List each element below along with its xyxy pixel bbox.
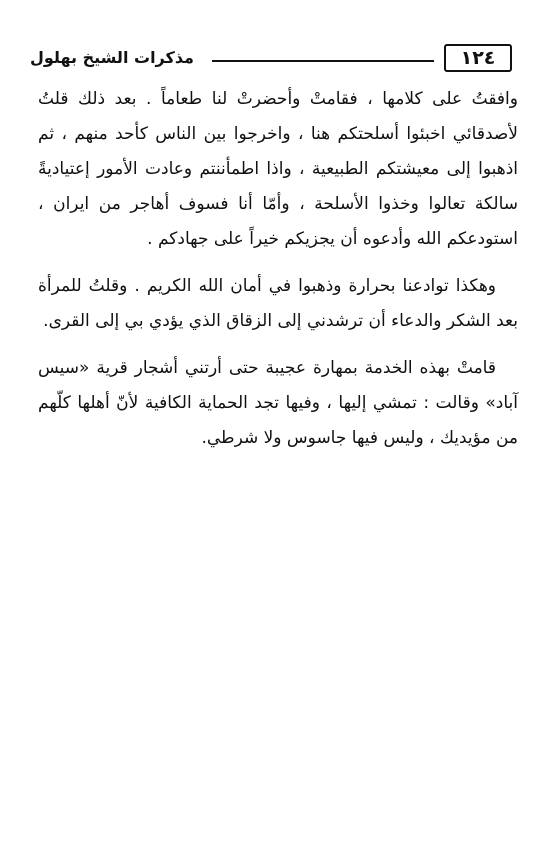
paragraph: وهكذا تواد‌عنا بحرارة وذهبوا في أمان الله الكريم . وقلتُ للمرأة بعد الشكر والدعاء أن ترشدني إلى الزقاق الذي يؤدي بي إلى القرى. (38, 276, 518, 331)
page-number: ١٢٤ (444, 44, 512, 72)
page-header (30, 44, 527, 72)
running-title: مذكرات الشيخ بهلول (30, 48, 194, 67)
paragraph: قامتْ بهذه الخدمة بمهارة عجيبة حتى أرتني أشجار قرية «سيس آباد» وقالت : تمشي إليها ، وفيها تجد الحماية الكافية لأنّ أهلها كلّهم من مؤيديك ، وليس فيها جاسوس ولا شرطي. (38, 358, 518, 448)
paragraph: وافقتُ على كلامها ، فقامتْ وأحضرتْ لنا طعاماً . بعد ذلك قلتُ لأصدقائي اخبئوا أسلحتكم هنا ، واخرجوا بين الناس كأحد منهم ، ثم اذهبوا إلى معيشتكم الطبيعية ، واذا اطمأننتم وعادت الأمور إعتياديةً سالكة تعالوا وخذوا الأسلحة ، وأمّا أنا فسوف أهاجر من ايران ، استودعكم الله وأدعوه أن يجزيكم خيراً على جهادكم . (38, 89, 518, 249)
body-text (38, 82, 518, 468)
header-rule (212, 60, 434, 62)
